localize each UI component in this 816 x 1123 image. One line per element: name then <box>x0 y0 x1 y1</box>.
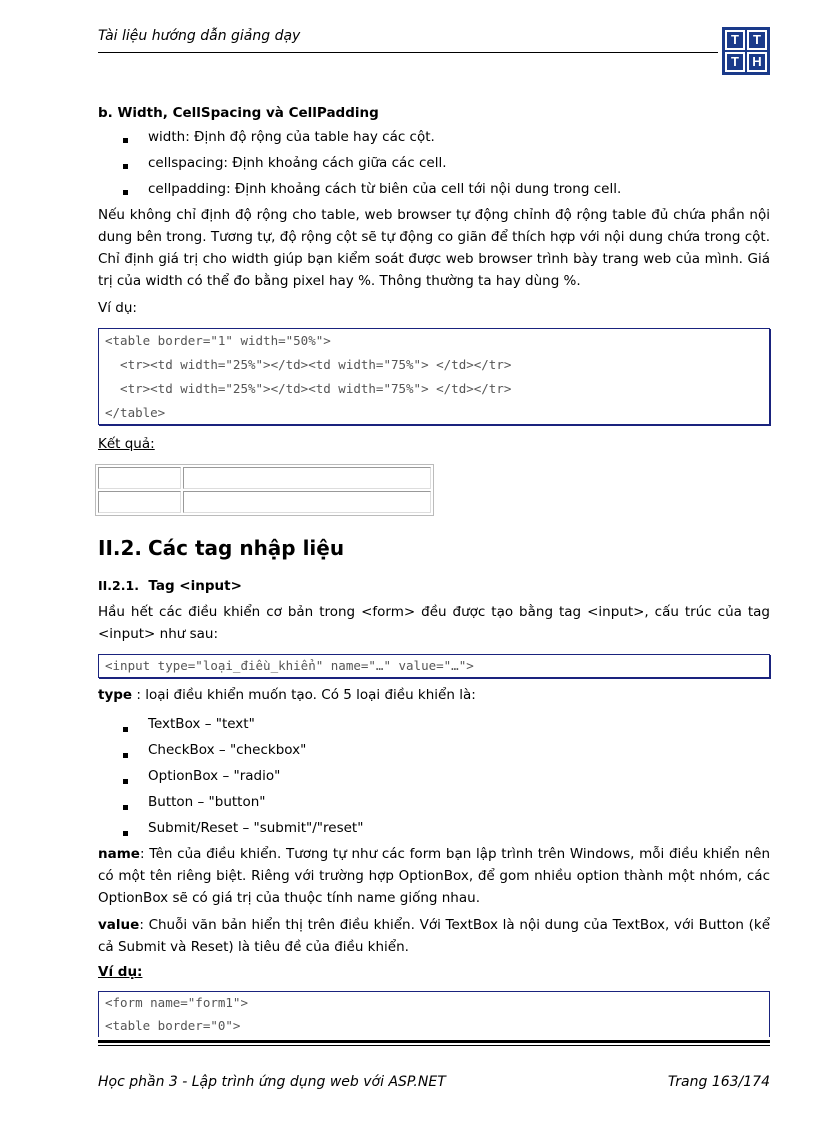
example-label: Ví dụ: <box>98 964 143 980</box>
example-label: Ví dụ: <box>98 300 137 316</box>
paragraph: Hầu hết các điều khiển cơ bản trong <form> đều được tạo bằng tag <input>, cấu trúc của tag <input> như sau: <box>98 604 770 642</box>
code-block <box>98 654 770 678</box>
result-table <box>95 464 434 516</box>
logo-letter: H <box>747 52 767 72</box>
bullet-icon <box>123 131 128 147</box>
section-title: Các tag nhập liệu <box>148 536 345 560</box>
list-item: width: Định độ rộng của table hay các cột. <box>148 129 435 145</box>
result-label: Kết quả: <box>98 436 155 452</box>
logo <box>722 27 770 75</box>
table-cell <box>183 467 431 489</box>
table-cell <box>98 491 181 513</box>
list-item: Submit/Reset – "submit"/"reset" <box>148 820 364 836</box>
footer-course-title: Học phần 3 - Lập trình ứng dụng web với ASP.NET <box>98 1074 446 1090</box>
logo-letter: T <box>725 30 745 50</box>
list-item: TextBox – "text" <box>148 716 255 732</box>
bullet-icon <box>123 720 128 736</box>
term-description: : loại điều khiển muốn tạo. Có 5 loại điều khiển là: <box>132 687 476 703</box>
bullet-icon <box>123 824 128 840</box>
term: type <box>98 687 133 703</box>
section-b-heading: b. Width, CellSpacing và CellPadding <box>98 105 379 121</box>
bullet-icon <box>123 798 128 814</box>
table-cell <box>183 491 431 513</box>
term-description: : Tên của điều khiển. Tương tự như các form bạn lập trình trên Windows, mỗi điều khiển nên có một tên riêng biệt. Riêng với trường hợp OptionBox, để gom nhiều option thành một nhóm, các OptionBox sẽ có giá trị của thuộc tính name giống nhau. <box>98 846 770 906</box>
list-item: cellspacing: Định khoảng cách giữa các cell. <box>148 155 447 171</box>
paragraph: Nếu không chỉ định độ rộng cho table, web browser tự động chỉnh độ rộng table đủ chứa phần nội dung bên trong. Tương tự, độ rộng cột sẽ tự động co giãn để thích hợp với nội dung chứa trong cột. Chỉ định giá trị cho width giúp bạn kiểm soát được web browser trình bày trang web của mình. Giá trị của width có thể đo bằng pixel hay %. Thông thường ta hay dùng %. <box>98 207 770 289</box>
table-cell <box>98 467 181 489</box>
code-block <box>98 328 770 425</box>
footer-rule <box>98 1040 770 1043</box>
code-line: <tr><td width="25%"></td><td width="75%"> </td></tr> <box>105 357 512 372</box>
code-line: <form name="form1"> <box>105 995 248 1010</box>
page-header-title: Tài liệu hướng dẫn giảng dạy <box>98 28 301 44</box>
logo-letter: T <box>747 30 767 50</box>
bullet-icon <box>123 157 128 173</box>
list-item: Button – "button" <box>148 794 266 810</box>
term: value <box>98 917 140 933</box>
list-item: CheckBox – "checkbox" <box>148 742 307 758</box>
paragraph <box>98 914 770 958</box>
paragraph <box>98 684 770 706</box>
code-line: <input type="loại_điều_khiển" name="…" value="…"> <box>105 658 474 673</box>
code-line: </table> <box>105 405 166 420</box>
code-line: <tr><td width="25%"></td><td width="75%"> </td></tr> <box>105 381 512 396</box>
section-number: II.2. <box>98 536 142 560</box>
code-line: <table border="0"> <box>105 1018 241 1033</box>
code-line: <table border="1" width="50%"> <box>105 333 331 348</box>
section-heading <box>98 536 344 560</box>
code-block <box>98 991 770 1037</box>
list-item: OptionBox – "radio" <box>148 768 281 784</box>
subsection-title: Tag <input> <box>148 578 242 594</box>
bullet-icon <box>123 746 128 762</box>
header-rule <box>98 52 718 53</box>
list-item: cellpadding: Định khoảng cách từ biên của cell tới nội dung trong cell. <box>148 181 622 197</box>
bullet-icon <box>123 772 128 788</box>
bullet-icon <box>123 183 128 199</box>
logo-letter: T <box>725 52 745 72</box>
footer-rule <box>98 1045 770 1046</box>
term: name <box>98 846 140 862</box>
page-number: Trang 163/174 <box>667 1074 770 1090</box>
paragraph <box>98 843 770 909</box>
term-description: : Chuỗi văn bản hiển thị trên điều khiển. Với TextBox là nội dung của TextBox, với Button (kể cả Submit và Reset) là tiêu đề của điều khiển. <box>98 917 770 955</box>
subsection-heading <box>98 578 242 594</box>
subsection-number: II.2.1. <box>98 578 139 593</box>
